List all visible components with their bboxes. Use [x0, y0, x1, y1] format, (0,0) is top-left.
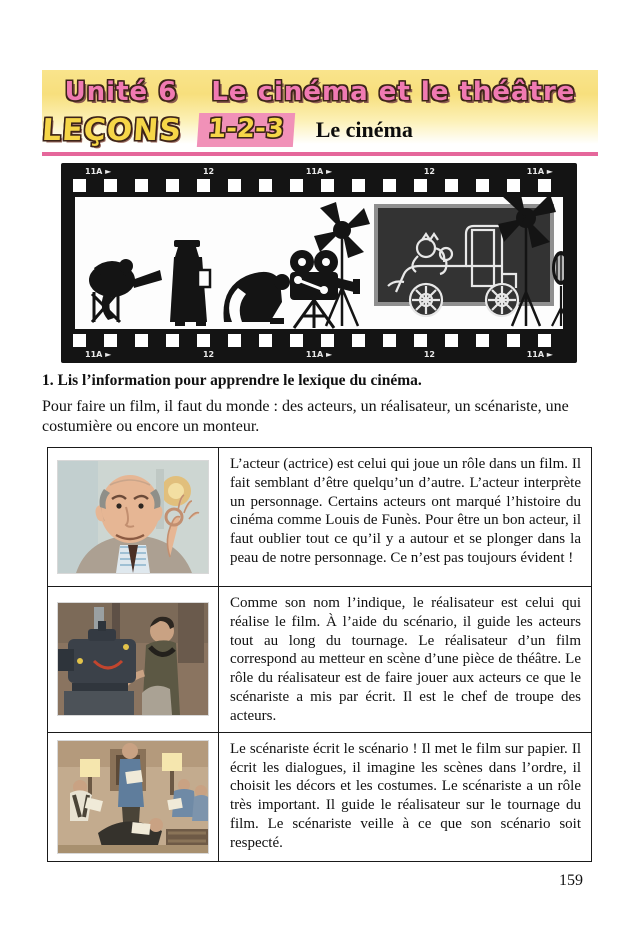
- frame-label: 12: [423, 350, 435, 359]
- realisateur-definition-text: Comme son nom l’indique, le réalisateur est celui qui réalise le film. À l’aide du scénario, il guide les acteurs tout au long du tournage. Le réalisateur d’un film correspond au metteur en scène d’une pièce de théâtre. Le rôle du réalisateur est de faire jouer aux acteurs ce que le scénariste a mis par écrit. Il est le chef de troupe des acteurs.: [230, 595, 581, 724]
- director-photo-cell: [48, 587, 219, 732]
- table-row-realisateur: [48, 586, 591, 732]
- frame-label: 11A ►: [305, 167, 333, 176]
- frame-label: 12: [202, 350, 215, 359]
- lesson-numbers-badge: 1-2-3: [197, 113, 295, 147]
- actor-louis-de-funes-photo: [58, 461, 208, 573]
- unit-header-banner: [42, 70, 598, 156]
- filmstrip-bottom-frame-labels: [61, 348, 577, 363]
- frame-label: 11A ►: [526, 350, 553, 359]
- unit-number-label: Unité 6: [64, 77, 178, 107]
- director-photo-illustration: [58, 603, 208, 715]
- cinema-lexique-table: [47, 447, 592, 862]
- unit-title: [42, 70, 598, 107]
- acteur-definition-text: L’acteur (actrice) est celui qui joue un rôle dans un film. Il fait semblant d’être quelqu’un d’autre. L’acteur interprète un personnage. Certains acteurs ont marqué l’histoire du cinéma comme Louis de Funès. Pour être un bon acteur, il faut oublier tout ce qu’il y a autour et se plonger dans la peau de notre personnage. Ce n’est pas toujours évident !: [230, 456, 581, 567]
- director-behind-film-camera-photo: [58, 603, 208, 715]
- frame-label: 11A ►: [85, 350, 112, 359]
- exercise-intro-paragraph: Pour faire un film, il faut du monde : des acteurs, un réalisateur, un scénariste, une costumière ou encore un monteur.: [42, 398, 569, 436]
- screenwriter-script-reading-photo: [58, 741, 208, 853]
- frame-label: 11A ►: [305, 350, 333, 359]
- filmstrip-frame: [74, 196, 564, 330]
- frame-label: 11A ►: [526, 167, 553, 176]
- actor-photo-cell: [48, 448, 219, 586]
- filmstrip-top-frame-labels: [61, 163, 577, 178]
- film-set-scene-illustration: [74, 196, 564, 330]
- lessons-row: [42, 111, 598, 149]
- frame-label: 11A ►: [85, 167, 112, 176]
- table-row-scenariste: [48, 732, 591, 861]
- screenwriter-photo-cell: [48, 733, 219, 861]
- filmstrip-sprocket-holes-top: [73, 179, 565, 192]
- exercise-heading: 1. Lis l’information pour apprendre le lexique du cinéma.: [42, 372, 422, 389]
- unit-theme-label: Le cinéma et le théâtre: [211, 77, 576, 107]
- frame-label: 12: [423, 167, 435, 176]
- table-row-acteur: [48, 448, 591, 586]
- screenwriter-photo-illustration: [58, 741, 208, 853]
- page-number: 159: [559, 872, 583, 889]
- scenariste-definition-text: Le scénariste écrit le scénario ! Il met le film sur papier. Il écrit les dialogues, il imagine les scènes dans l’ordre, il choisit les décors et les costumes. Le scénariste a un rôle très important. Il guide le réalisateur sur le tournage du film. Le scénariste veille à ce que son scénario soit respecté.: [230, 740, 581, 851]
- actor-photo-illustration: [58, 461, 208, 573]
- filmstrip-sprocket-holes-bottom: [73, 334, 565, 347]
- header-divider-rule: [42, 152, 598, 156]
- lessons-label: LEÇONS: [40, 112, 184, 148]
- filmstrip-illustration: [61, 163, 577, 363]
- frame-label: 12: [202, 167, 215, 176]
- section-title: Le cinéma: [315, 117, 413, 142]
